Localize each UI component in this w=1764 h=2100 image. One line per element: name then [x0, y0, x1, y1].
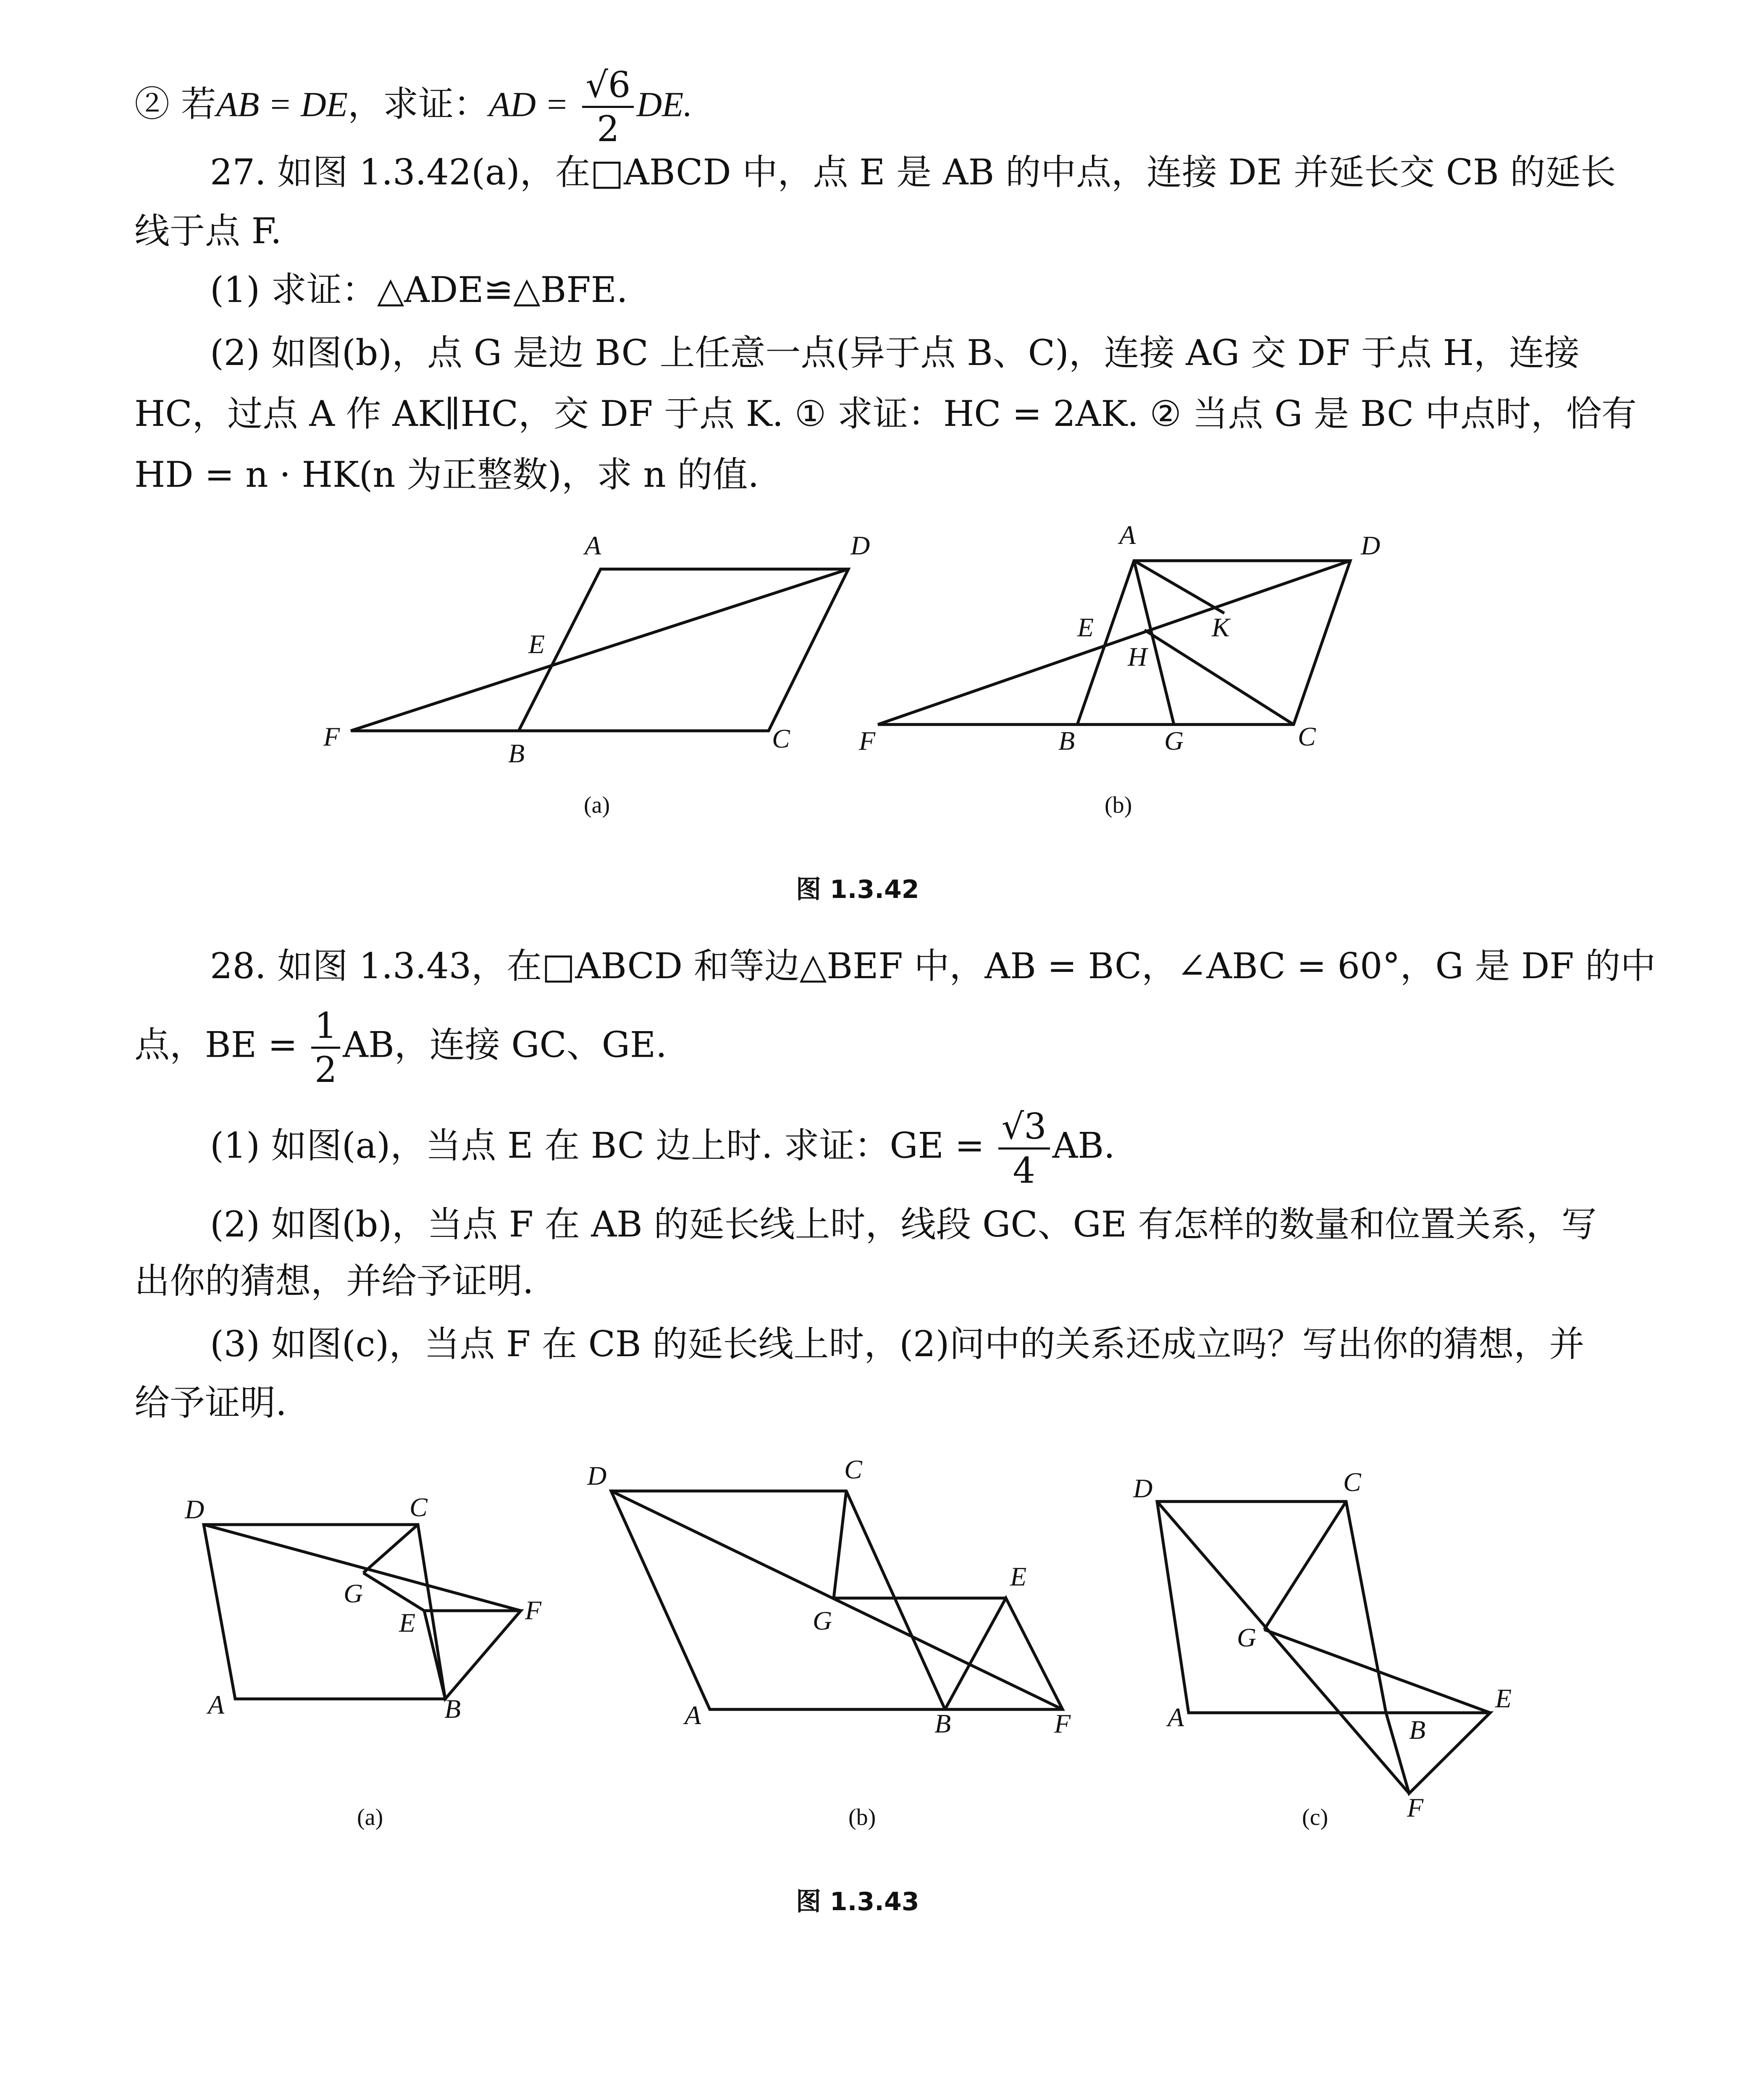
label-43a-A: A	[208, 1690, 225, 1719]
label-43c-F: F	[1407, 1793, 1424, 1822]
label-43b-E: E	[1010, 1562, 1027, 1591]
caption-fig-1-3-43: 图 1.3.43	[796, 1887, 919, 1916]
q26-text-b: ，求证：	[347, 83, 489, 125]
label-42a-C: C	[772, 724, 790, 753]
line-gc-43a	[363, 1525, 418, 1573]
q28-part1-fraction	[998, 1106, 1050, 1191]
fig-42b	[878, 561, 1350, 724]
q26-ab-eq-de: AB = DE	[216, 85, 348, 124]
line-gc-43c	[1264, 1502, 1346, 1630]
q28-line2-a: 点，BE =	[134, 1024, 298, 1066]
line-df-a	[351, 569, 848, 731]
q28-part2-line1: (2) 如图(b)，当点 F 在 AB 的延长线上时，线段 GC、GE 有怎样的数量和位置关系，写	[210, 1204, 1597, 1245]
q28-part1-b: AB.	[1052, 1125, 1115, 1166]
label-43a-F: F	[525, 1595, 542, 1625]
q27-line2: 线于点 F.	[134, 210, 282, 252]
label-43c-C: C	[1343, 1467, 1361, 1497]
label-43a-C: C	[410, 1492, 428, 1522]
label-43a-E: E	[399, 1608, 416, 1638]
parallelogram-abcd-43c	[1157, 1502, 1386, 1713]
label-42b-K: K	[1212, 612, 1230, 642]
q26-frac-den: 2	[597, 108, 620, 150]
q28-part3-line1: (3) 如图(c)，当点 F 在 CB 的延长线上时，(2)问中的关系还成立吗？写出你的猜想，并	[210, 1323, 1585, 1365]
label-43a-D: D	[185, 1494, 205, 1524]
q27-part2-line3: HD = n · HK(n 为正整数)，求 n 的值.	[134, 454, 759, 495]
q28-part1-num: √3	[998, 1109, 1050, 1150]
label-42a-F: F	[323, 722, 340, 751]
q28-part1-den: 4	[1013, 1150, 1035, 1191]
q26-text-a: ② 若	[134, 83, 216, 125]
label-42b-F: F	[859, 726, 876, 756]
fig-43c	[1157, 1502, 1490, 1793]
sublabel-42a: (a)	[584, 792, 610, 818]
parallelogram-abcd-43b	[611, 1491, 945, 1709]
label-43c-A: A	[1168, 1702, 1184, 1732]
label-43b-A: A	[685, 1700, 701, 1730]
label-43a-B: B	[444, 1694, 461, 1724]
caption-fig-1-3-42: 图 1.3.42	[796, 875, 919, 904]
fig-42a	[351, 569, 848, 731]
sublabel-43c: (c)	[1302, 1804, 1328, 1830]
q27-line1: 27. 如图 1.3.42(a)，在□ABCD 中，点 E 是 AB 的中点，连接 DE 并延长交 CB 的延长	[210, 152, 1616, 193]
q27-part2-line1: (2) 如图(b)，点 G 是边 BC 上任意一点(异于点 B、C)，连接 AG 交 DF 于点 H，连接	[210, 332, 1580, 373]
fig-43a	[204, 1525, 521, 1699]
label-43b-B: B	[934, 1709, 951, 1738]
label-42b-E: E	[1077, 612, 1094, 642]
label-42a-A: A	[585, 530, 601, 560]
line-df-b	[878, 561, 1350, 724]
line-hc-b	[1144, 630, 1294, 724]
q26-de-end: DE.	[636, 85, 693, 124]
label-43b-C: C	[844, 1454, 862, 1484]
fig-43b	[611, 1491, 1063, 1709]
q28-part3-line2: 给予证明.	[134, 1382, 287, 1423]
parallelogram-abcd-a	[519, 569, 848, 731]
q28-line2-b: AB，连接 GC、GE.	[343, 1024, 667, 1066]
label-42a-E: E	[528, 629, 545, 659]
triangle-bef-43b	[945, 1598, 1063, 1709]
sublabel-43b: (b)	[848, 1804, 876, 1830]
label-42b-C: C	[1298, 722, 1316, 751]
label-42b-A: A	[1119, 521, 1136, 550]
line-df-43c	[1157, 1502, 1409, 1793]
line-df-43b	[611, 1491, 1063, 1709]
label-43c-E: E	[1495, 1683, 1512, 1713]
triangle-bef-43c	[1386, 1713, 1490, 1793]
label-43c-D: D	[1133, 1473, 1153, 1503]
q26-part2	[134, 64, 1579, 150]
label-42b-B: B	[1058, 726, 1075, 756]
line-ak-b	[1134, 561, 1224, 613]
q27-part2-line2: HC，过点 A 作 AK∥HC，交 DF 于点 K. ① 求证：HC = 2AK. ② 当点 G 是 BC 中点时，恰有	[134, 393, 1637, 434]
label-42b-G: G	[1164, 726, 1184, 756]
sublabel-43a: (a)	[357, 1804, 383, 1830]
line-ge-43c	[1264, 1630, 1490, 1713]
label-42b-H: H	[1128, 642, 1147, 672]
q28-frac-num: 1	[311, 1008, 340, 1049]
label-42b-D: D	[1361, 530, 1381, 560]
label-42a-B: B	[508, 738, 525, 768]
q26-ad: AD =	[489, 85, 569, 124]
label-43a-G: G	[344, 1578, 363, 1608]
q28-line1: 28. 如图 1.3.43，在□ABCD 和等边△BEF 中，AB = BC，∠ABC = 60°，G 是 DF 的中	[210, 945, 1656, 987]
sublabel-42b: (b)	[1105, 792, 1132, 818]
q28-part1	[210, 1106, 1655, 1191]
q28-part2-line2: 出你的猜想，并给予证明.	[134, 1260, 534, 1302]
label-42a-D: D	[850, 530, 870, 560]
q27-part1: (1) 求证：△ADE≌△BFE.	[210, 269, 628, 310]
label-43c-G: G	[1237, 1622, 1257, 1652]
figure-1-3-42	[0, 521, 1764, 823]
line-gc-43b	[834, 1491, 846, 1598]
label-43b-D: D	[587, 1461, 607, 1491]
q28-part1-a: (1) 如图(a)，当点 E 在 BC 边上时. 求证：GE =	[210, 1125, 984, 1166]
label-43b-F: F	[1054, 1709, 1071, 1738]
q26-frac-num: √6	[582, 67, 634, 108]
line-ge-43a	[363, 1573, 424, 1611]
q28-line2	[134, 1005, 1579, 1090]
label-43b-G: G	[813, 1606, 832, 1635]
q28-frac-den: 2	[314, 1049, 337, 1090]
figure-1-3-43	[0, 1445, 1764, 1844]
q28-fraction	[311, 1005, 340, 1090]
q26-fraction	[582, 64, 634, 150]
label-43c-B: B	[1409, 1715, 1426, 1745]
